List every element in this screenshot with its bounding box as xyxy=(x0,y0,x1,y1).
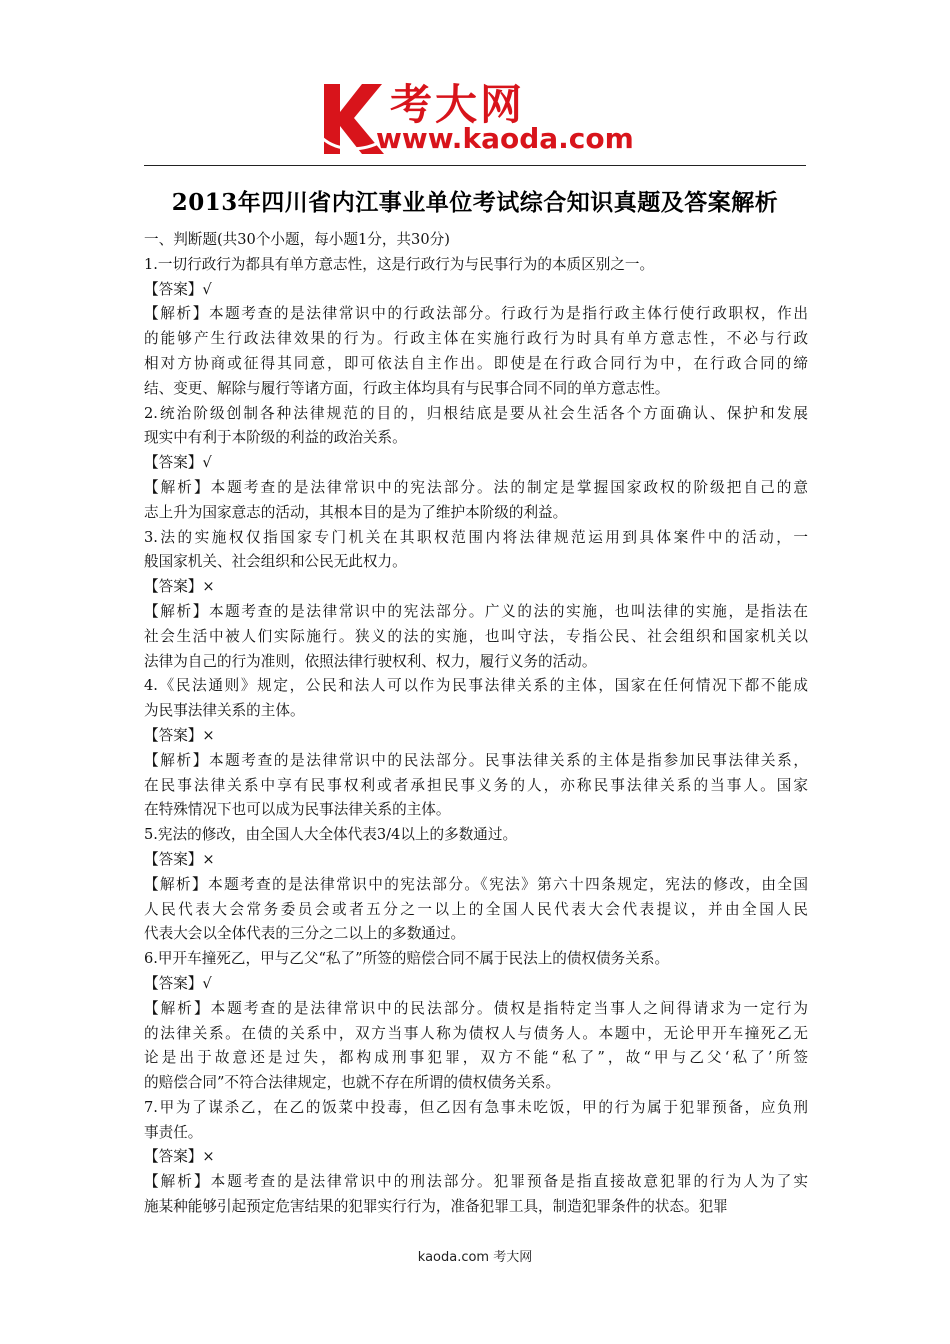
text-line: 事责任。 xyxy=(144,1123,203,1141)
text-line: 人民代表大会常务委员会或者五分之一以上的全国人民代表大会代表提议，并由全国人民 xyxy=(144,900,808,918)
text-line: 的法律关系。在债的关系中，双方当事人称为债权人与债务人。本题中，无论甲开车撞死乙无 xyxy=(144,1024,808,1042)
text-line: 【答案】× xyxy=(144,578,215,596)
text-line: 结、变更、解除与履行等诸方面，行政主体均具有与民事合同不同的单方意志性。 xyxy=(144,379,670,397)
header-divider xyxy=(144,165,806,166)
logo-brand-name: 考大网 xyxy=(390,80,526,129)
text-line: 【答案】√ xyxy=(144,280,212,298)
text-line: 般国家机关、社会组织和公民无此权力。 xyxy=(144,553,407,571)
text-line: 现实中有利于本阶级的利益的政治关系。 xyxy=(144,429,407,447)
logo-url: www.kaoda.com xyxy=(376,122,634,155)
kaoda-logo xyxy=(318,78,638,158)
text-line: 【解析】本题考查的是法律常识中的刑法部分。犯罪预备是指直接故意犯罪的行为人为了实 xyxy=(144,1173,808,1191)
text-line: 【解析】本题考查的是法律常识中的宪法部分。《宪法》第六十四条规定，宪法的修改，由全国 xyxy=(144,875,808,893)
text-line: 1.一切行政行为都具有单方意志性，这是行政行为与民事行为的本质区别之一。 xyxy=(144,255,655,273)
text-line: 【答案】× xyxy=(144,850,215,868)
text-line: 【解析】本题考查的是法律常识中的宪法部分。法的制定是掌握国家政权的阶级把自己的意 xyxy=(144,478,808,496)
text-line: 5.宪法的修改，由全国人大全体代表3/4以上的多数通过。 xyxy=(144,826,518,844)
text-line: 3.法的实施权仅指国家专门机关在其职权范围内将法律规范运用到具体案件中的活动，一 xyxy=(144,528,808,546)
text-line: 【答案】× xyxy=(144,1148,215,1166)
text-line: 6.甲开车撞死乙，甲与乙父“私了”所签的赔偿合同不属于民法上的债权债务关系。 xyxy=(144,950,670,968)
text-line: 论是出于故意还是过失，都构成刑事犯罪，双方不能“私了”，故“甲与乙父‘私了’所签 xyxy=(144,1049,808,1067)
text-line: 4.《民法通则》规定，公民和法人可以作为民事法律关系的主体，国家在任何情况下都不能成 xyxy=(144,677,808,695)
text-line: 相对方协商或征得其同意，即可依法自主作出。即使是在行政合同行为中，在行政合同的缔 xyxy=(144,354,808,372)
text-line: 法律为自己的行为准则，依照法律行驶权利、权力，履行义务的活动。 xyxy=(144,652,597,670)
text-line: 在民事法律关系中享有民事权利或者承担民事义务的人，亦称民事法律关系的当事人。国家 xyxy=(144,776,808,794)
text-line: 2.统治阶级创制各种法律规范的目的，归根结底是要从社会生活各个方面确认、保护和发展 xyxy=(144,404,808,422)
text-line: 【解析】本题考查的是法律常识中的民法部分。民事法律关系的主体是指参加民事法律关系， xyxy=(144,751,808,769)
text-line: 【答案】√ xyxy=(144,454,212,472)
document-body xyxy=(144,228,808,1220)
text-line: 【答案】√ xyxy=(144,974,212,992)
text-line: 【解析】本题考查的是法律常识中的民法部分。债权是指特定当事人之间得请求为一定行为 xyxy=(144,999,808,1017)
text-line: 社会生活中被人们实际施行。狭义的法的实施，也叫守法，专指公民、社会组织和国家机关以 xyxy=(144,627,808,645)
text-line: 代表大会以全体代表的三分之二以上的多数通过。 xyxy=(144,925,466,943)
text-line: 为民事法律关系的主体。 xyxy=(144,702,305,720)
text-line: 7.甲为了谋杀乙，在乙的饭菜中投毒，但乙因有急事未吃饭，甲的行为属于犯罪预备，应负刑 xyxy=(144,1098,808,1116)
text-line: 一、判断题(共30个小题，每小题1分，共30分) xyxy=(144,231,450,248)
text-line: 【解析】本题考查的是法律常识中的行政法部分。行政行为是指行政主体行使行政职权，作出 xyxy=(144,305,808,323)
text-line: 施某种能够引起预定危害结果的犯罪实行行为，准备犯罪工具，制造犯罪条件的状态。犯罪 xyxy=(144,1198,728,1216)
text-line: 在特殊情况下也可以成为民事法律关系的主体。 xyxy=(144,801,451,819)
text-line: 的能够产生行政法律效果的行为。行政主体在实施行政行为时具有单方意志性，不必与行政 xyxy=(144,330,808,348)
text-line: 【答案】× xyxy=(144,726,215,744)
text-line: 【解析】本题考查的是法律常识中的宪法部分。广义的法的实施，也叫法律的实施，是指法在 xyxy=(144,602,808,620)
document-title: 2013年四川省内江事业单位考试综合知识真题及答案解析 xyxy=(171,189,779,216)
text-line: 志上升为国家意志的活动，其根本目的是为了维护本阶级的利益。 xyxy=(144,503,568,521)
text-line: 的赔偿合同”不符合法律规定，也就不存在所谓的债权债务关系。 xyxy=(144,1074,561,1092)
page-footer: kaoda.com 考大网 xyxy=(417,1250,533,1265)
